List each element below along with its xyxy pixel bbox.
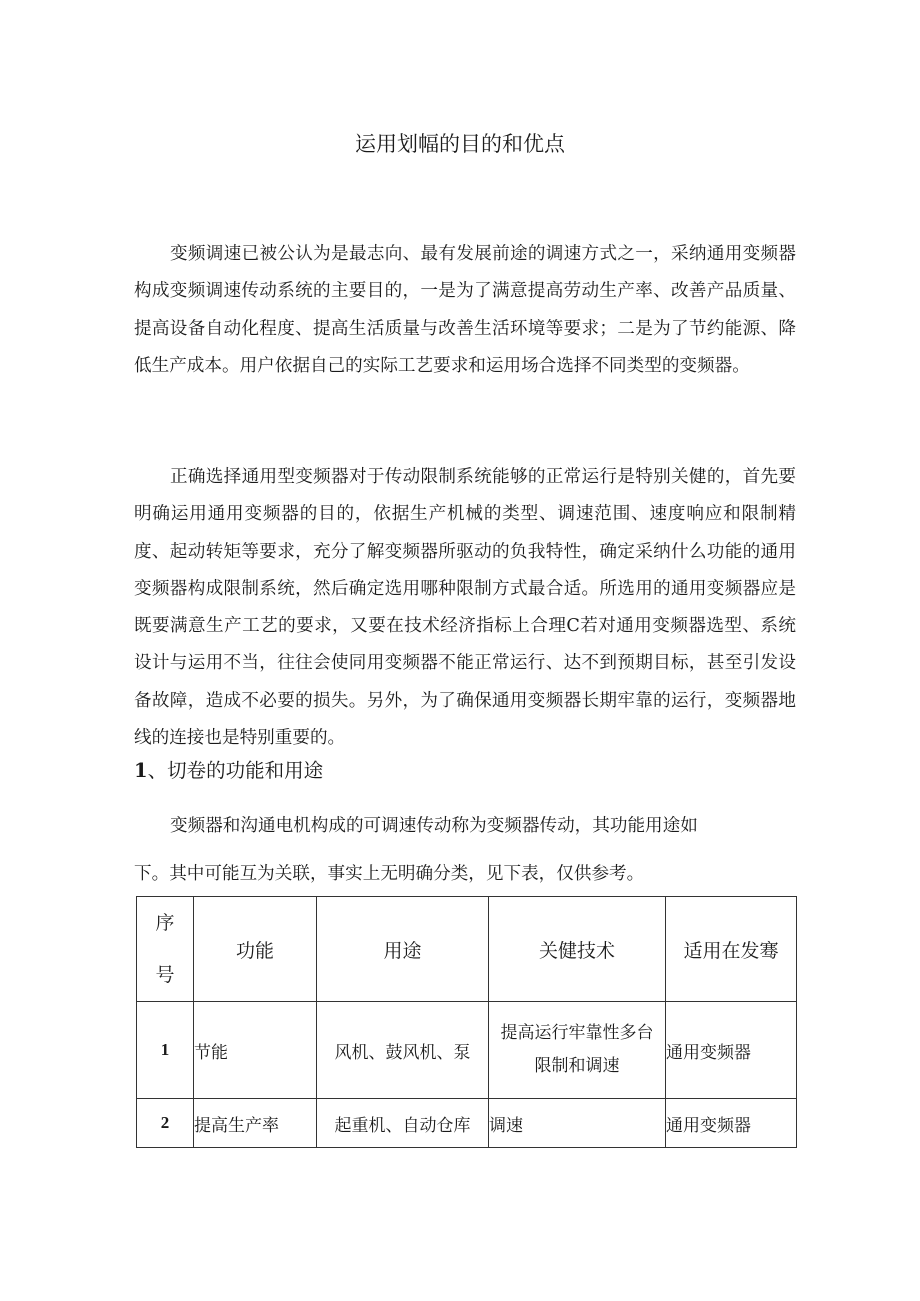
- header-seq-bottom: 号: [155, 964, 175, 986]
- page-title: 运用划幅的目的和优点: [355, 132, 565, 156]
- cell-key-tech-line-2: 限制和调速: [534, 1056, 620, 1076]
- section-heading: [134, 755, 323, 783]
- cell-function: 节能: [194, 1002, 317, 1099]
- cell-usage: 起重机、自动仓库: [317, 1099, 489, 1148]
- header-applicable: 适用在发骞: [666, 897, 797, 1002]
- section-separator: 、: [147, 759, 168, 782]
- cell-key-tech: [489, 1002, 666, 1099]
- header-seq: [137, 897, 194, 1002]
- header-key-tech: 关健技术: [489, 897, 666, 1002]
- section-heading-text: 切卷的功能和用途: [167, 759, 324, 782]
- header-function: 功能: [194, 897, 317, 1002]
- cell-function: 提高生产率: [194, 1099, 317, 1148]
- cell-applicable: 通用变频器: [666, 1099, 797, 1148]
- paragraph-selection: 正确选择通用型变频器对于传动限制系统能够的正常运行是特别关健的，首先要明确运用通用变频器的目的，依据生产机械的类型、调速范围、速度响应和限制精度、起动转矩等要求，充分了解变频器所驱动的负我特性，确定采纳什么功能的通用变频器构成限制系统，然后确定选用哪种限制方式最合适。所选用的通用变频器应是既要满意生产工艺的要求，又要在技术经济指标上合理C若对通用变频器选型、系统设计与运用不当，往往会使同用变频器不能正常运行、达不到预期目标，甚至引发设备故障，造成不必要的损失。另外，为了确保通用变频器长期牢靠的运行，变频器地线的连接也是特别重要的。: [134, 467, 796, 749]
- cell-applicable: 通用变频器: [666, 1002, 797, 1099]
- paragraph-purpose: 变频调速已被公认为是最志向、最有发展前途的调速方式之一，采纳通用变频器构成变频调速传动系统的主要目的，一是为了满意提高劳动生产率、改善产品质量、提高设备自动化程度、提高生活质量与改善生活环境等要求；二是为了节约能源、降低生产成本。用户依据自己的实际工艺要求和运用场合选择不同类型的变频器。: [134, 244, 796, 376]
- cell-seq: 2: [137, 1099, 194, 1148]
- function-usage-table: [136, 896, 797, 1148]
- table-row: [137, 1002, 797, 1099]
- cell-key-tech-line-1: 提高运行牢靠性多台: [500, 1023, 654, 1043]
- section-number: 1: [134, 759, 148, 782]
- section-intro-line-1: 变频器和沟通电机构成的可调速传动称为变频器传动，其功能用途如: [170, 816, 698, 836]
- table-row: [137, 1099, 797, 1148]
- header-usage: 用途: [317, 897, 489, 1002]
- cell-seq: 1: [137, 1002, 194, 1099]
- header-seq-top: 序: [155, 912, 175, 934]
- table-header-row: [137, 897, 797, 1002]
- cell-usage: 风机、鼓风机、泵: [317, 1002, 489, 1099]
- cell-key-tech: 调速: [489, 1099, 666, 1148]
- section-intro-line-2: 下。其中可能互为关联，事实上无明确分类，见下表，仅供参考。: [134, 864, 645, 884]
